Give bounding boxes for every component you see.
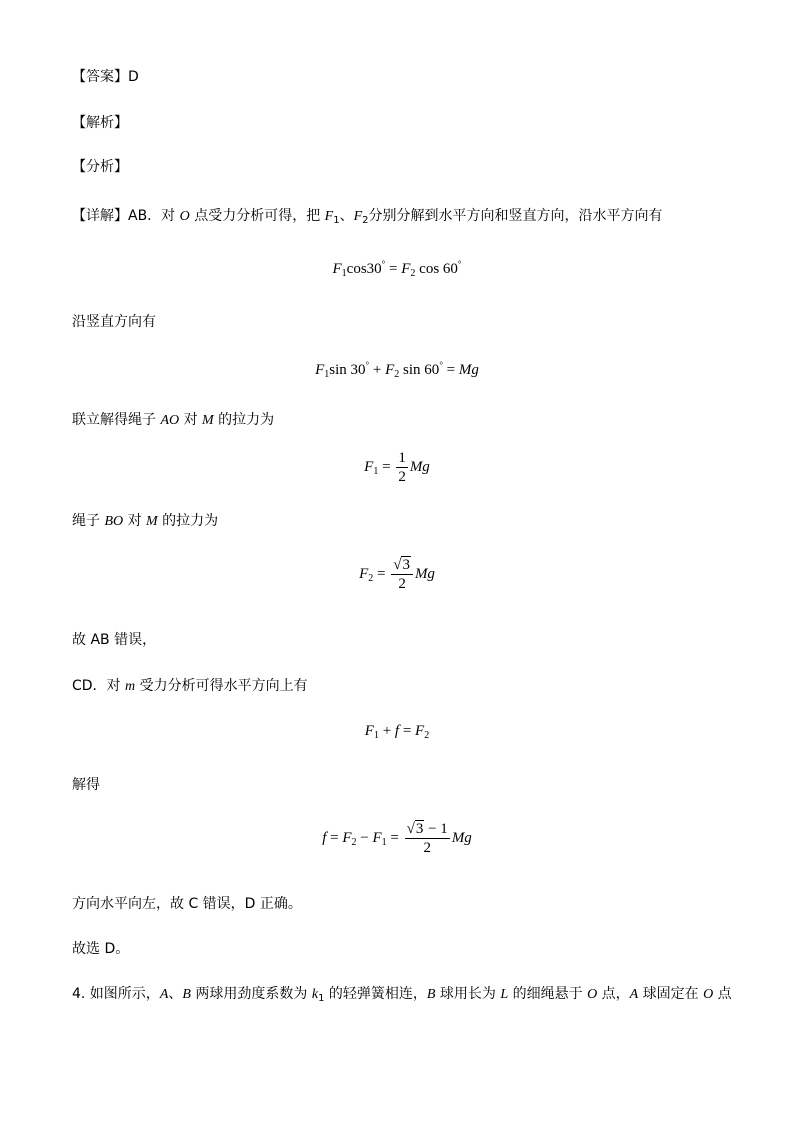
numerator xyxy=(391,556,413,575)
bo-tension-line xyxy=(72,512,218,531)
detail-tag: 【详解】 xyxy=(72,208,128,224)
var-f: F xyxy=(353,209,363,224)
denominator: 2 xyxy=(398,469,406,485)
equation-2 xyxy=(0,360,794,380)
eq-text: = xyxy=(442,362,459,378)
answer-line xyxy=(72,68,139,86)
subscript: 2 xyxy=(410,268,416,279)
var-mg: Mg xyxy=(451,829,472,846)
eq-text: = xyxy=(378,458,395,475)
sqrt-sign: √ xyxy=(406,821,415,837)
q-text: 的细绳悬于 xyxy=(508,986,588,1002)
subscript: 2 xyxy=(394,369,400,380)
var-m: M xyxy=(202,413,214,428)
var-ao: AO xyxy=(160,413,180,428)
line-text: CD．对 xyxy=(72,678,126,694)
question-4 xyxy=(72,985,732,1008)
eq-text: sin 30 xyxy=(329,362,366,378)
question-number: 4. 如图所示， xyxy=(72,986,160,1002)
subscript: 1 xyxy=(324,369,330,380)
var-f: F xyxy=(364,723,374,739)
line-text: 绳子 xyxy=(72,513,105,529)
equation-6 xyxy=(0,820,794,857)
answer-tag: 【答案】 xyxy=(72,69,128,85)
var-o: O xyxy=(179,209,190,224)
eq-text: − xyxy=(356,829,373,846)
var-mg: Mg xyxy=(414,565,435,582)
subscript: 1 xyxy=(381,836,387,848)
subscript: 1 xyxy=(373,465,379,477)
eq-text: sin 60 xyxy=(399,362,440,378)
var-f: F xyxy=(385,362,395,378)
eq-text: cos30 xyxy=(346,261,382,277)
q-text: 球固定在 xyxy=(638,986,704,1002)
line-text: 的拉力为 xyxy=(157,513,219,529)
line-text: 联立解得绳子 xyxy=(72,412,161,428)
line-text: 受力分析可得水平方向上有 xyxy=(135,678,308,694)
eq-text: = xyxy=(385,261,402,277)
solve-label: 解得 xyxy=(72,777,100,793)
q-text: 两球用劲度系数为 xyxy=(190,986,312,1002)
eq-text: = xyxy=(386,829,403,846)
var-m-small: m xyxy=(125,679,136,694)
fraction xyxy=(391,556,413,593)
var-f: F xyxy=(372,829,382,846)
var-o: O xyxy=(703,987,714,1002)
equation-1 xyxy=(0,259,794,279)
cd-line xyxy=(72,677,308,696)
var-a: A xyxy=(629,987,639,1002)
var-f: F xyxy=(342,829,352,846)
sqrt xyxy=(407,820,425,838)
subscript: 2 xyxy=(351,836,357,848)
choose-line: 故选 D。 xyxy=(72,941,130,957)
eq-text: cos 60 xyxy=(415,261,458,277)
var-mg: Mg xyxy=(458,362,479,378)
var-f: F xyxy=(364,458,374,475)
var-f: F xyxy=(359,565,369,582)
var-b: B xyxy=(426,987,436,1002)
numerator-rest: − 1 xyxy=(424,821,448,837)
var-bo: BO xyxy=(104,514,124,529)
vertical-label: 沿竖直方向有 xyxy=(72,314,156,330)
eq-text: + xyxy=(369,362,386,378)
equation-4 xyxy=(0,556,794,593)
fraction xyxy=(396,449,408,486)
var-friction: f xyxy=(322,829,327,846)
subscript: 1 xyxy=(333,215,340,226)
ao-tension-line xyxy=(72,411,274,430)
detail-text: AB．对 xyxy=(128,208,180,224)
var-f: F xyxy=(401,261,411,277)
subscript: 1 xyxy=(318,993,325,1004)
sqrt xyxy=(393,556,411,574)
q-text: 点 xyxy=(713,986,732,1002)
var-f: F xyxy=(315,362,325,378)
var-f: F xyxy=(415,723,425,739)
subscript: 2 xyxy=(368,572,374,584)
eq-text: = xyxy=(326,829,343,846)
var-mg: Mg xyxy=(409,458,430,475)
q-text: 的轻弹簧相连， xyxy=(324,986,427,1002)
subscript: 1 xyxy=(341,268,347,279)
var-m: M xyxy=(146,514,158,529)
denominator: 2 xyxy=(423,840,431,856)
equation-3 xyxy=(0,449,794,486)
subscript: 2 xyxy=(362,215,369,226)
q-text: 、 xyxy=(168,986,183,1002)
detail-text: 、 xyxy=(339,208,354,224)
detail-text: 分别分解到水平方向和竖直方向，沿水平方向有 xyxy=(368,208,663,224)
q-text: 球用长为 xyxy=(435,986,501,1002)
var-friction: f xyxy=(394,723,400,739)
eq-text: = xyxy=(373,565,390,582)
answer-value: D xyxy=(128,69,139,85)
eq-text: + xyxy=(378,723,395,739)
var-f: F xyxy=(324,209,334,224)
line-text: 的拉力为 xyxy=(213,412,275,428)
degree-sign: ° xyxy=(457,259,462,269)
detail-line xyxy=(72,207,663,230)
degree-sign: ° xyxy=(381,259,386,269)
line-text: 对 xyxy=(123,513,147,529)
fraction xyxy=(405,820,450,857)
var-k: k xyxy=(311,987,319,1002)
var-b: B xyxy=(182,987,191,1002)
var-l: L xyxy=(500,987,509,1002)
degree-sign: ° xyxy=(439,360,443,370)
numerator: 1 xyxy=(398,450,406,466)
fenxi-tag: 【分析】 xyxy=(72,159,128,175)
analysis-tag: 【解析】 xyxy=(72,115,128,131)
line-text: 对 xyxy=(179,412,203,428)
q-text: 点， xyxy=(597,986,630,1002)
var-o: O xyxy=(587,987,598,1002)
equation-5 xyxy=(0,723,794,741)
radicand: 3 xyxy=(402,557,410,573)
subscript: 1 xyxy=(373,730,379,741)
radicand: 3 xyxy=(415,821,424,837)
detail-text: 点受力分析可得，把 xyxy=(189,208,325,224)
denominator: 2 xyxy=(398,576,406,592)
numerator xyxy=(405,820,450,839)
subscript: 2 xyxy=(424,730,430,741)
var-a: A xyxy=(159,987,169,1002)
ab-wrong-line: 故 AB 错误， xyxy=(72,632,157,648)
eq-text: = xyxy=(399,723,416,739)
degree-sign: ° xyxy=(365,360,370,370)
var-f: F xyxy=(332,261,342,277)
sqrt-sign: √ xyxy=(393,557,402,573)
direction-line: 方向水平向左，故 C 错误，D 正确。 xyxy=(72,896,302,912)
